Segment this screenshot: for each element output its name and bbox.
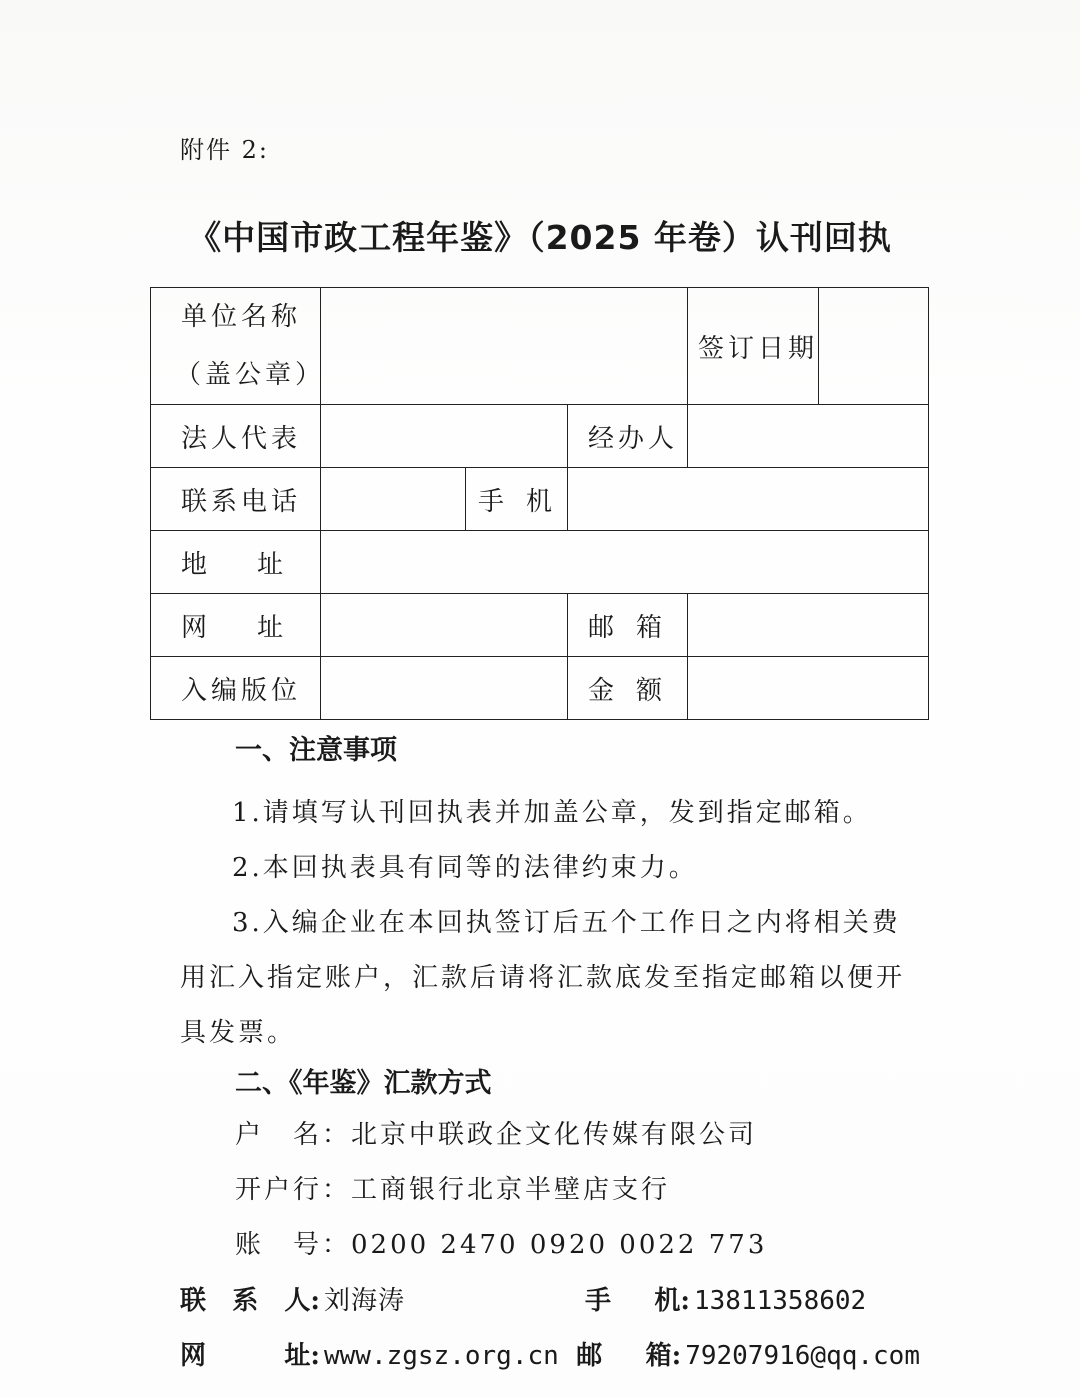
- contact-mobile-value: 13811358602: [694, 1286, 867, 1316]
- address-field[interactable]: [321, 531, 929, 594]
- sign-date-label: 签订日期: [688, 288, 819, 405]
- notes-section: [180, 732, 910, 1103]
- contact-mobile: [585, 1274, 866, 1329]
- website-label-a: 网: [181, 612, 212, 643]
- address-label-a: 地: [181, 549, 212, 580]
- form-row-website: [151, 594, 929, 657]
- contact-email-label-1: 邮: [576, 1341, 603, 1371]
- amount-label-b: 额: [635, 675, 666, 706]
- mobile-field[interactable]: [568, 468, 929, 531]
- attachment-label: 附件 2:: [180, 136, 269, 164]
- handler-label: 经办人: [568, 405, 688, 468]
- contact-email-label-2: 箱:: [645, 1341, 682, 1371]
- unit-seal-label: （盖公章）: [175, 360, 326, 390]
- position-label: 入编版位: [151, 657, 321, 720]
- contact-person-label-2: 系: [232, 1286, 259, 1316]
- unit-name-label: 单位名称: [181, 302, 302, 332]
- form-row-unit: [151, 288, 929, 405]
- contact-email: [576, 1329, 920, 1384]
- unit-name-label-cell: [151, 288, 326, 405]
- mobile-label-a: 手: [478, 486, 509, 517]
- contact-mobile-label-1: 手: [585, 1286, 612, 1316]
- contact-email-label: [576, 1329, 685, 1384]
- contact-person: [180, 1274, 585, 1329]
- notes-heading: 一、注意事项: [235, 735, 397, 766]
- contact-person-label-3: 人:: [284, 1286, 320, 1316]
- address-label-cell: [151, 531, 321, 594]
- subscription-form-table: [150, 287, 929, 720]
- handler-field[interactable]: [688, 405, 929, 468]
- email-label-cell: [568, 594, 688, 657]
- contact-person-value: 刘海涛: [324, 1286, 406, 1316]
- position-field[interactable]: [321, 657, 568, 720]
- phone-label: 联系电话: [151, 468, 321, 531]
- form-row-phone: [151, 468, 929, 531]
- bank-name: 开户行：工商银行北京半壁店支行: [235, 1175, 671, 1205]
- contact-website-label-1: 网: [180, 1341, 207, 1371]
- form-row-address: [151, 531, 929, 594]
- legal-rep-label: 法人代表: [151, 405, 321, 468]
- note-item-2: 2.本回执表具有同等的法律约束力。: [232, 853, 698, 883]
- account-name: 户 名：北京中联政企文化传媒有限公司: [235, 1120, 758, 1150]
- note-item-3: 3.入编企业在本回执签订后五个工作日之内将相关费用汇入指定账户，汇款后请将汇款底发至指定邮箱以便开具发票。: [180, 908, 906, 1048]
- website-field[interactable]: [321, 594, 568, 657]
- contact-website-label: [180, 1329, 324, 1384]
- payment-details: [235, 1108, 767, 1273]
- form-row-position: [151, 657, 929, 720]
- address-label-b: 址: [256, 549, 287, 580]
- contact-website-label-2: 址:: [284, 1341, 320, 1371]
- email-label-b: 箱: [635, 612, 666, 643]
- contact-mobile-label: [585, 1274, 694, 1329]
- website-label-b: 址: [256, 612, 287, 643]
- note-item-1: 1.请填写认刊回执表并加盖公章，发到指定邮箱。: [232, 798, 872, 828]
- form-row-rep: [151, 405, 929, 468]
- contact-person-label: [180, 1274, 324, 1329]
- phone-field[interactable]: [321, 468, 466, 531]
- contact-row-2: [180, 1329, 920, 1384]
- website-label-cell: [151, 594, 321, 657]
- email-field[interactable]: [688, 594, 929, 657]
- document-title: 《中国市政工程年鉴》（2025 年卷）认刊回执: [188, 218, 892, 257]
- contact-row-1: [180, 1274, 920, 1329]
- amount-field[interactable]: [688, 657, 929, 720]
- payment-heading: 二、《年鉴》汇款方式: [235, 1068, 492, 1099]
- amount-label-a: 金: [588, 675, 619, 706]
- contact-website-value[interactable]: www.zgsz.org.cn: [324, 1341, 559, 1371]
- amount-label-cell: [568, 657, 688, 720]
- email-label-a: 邮: [588, 612, 619, 643]
- legal-rep-field[interactable]: [321, 405, 568, 468]
- account-number: 账 号：0200 2470 0920 0022 773: [235, 1230, 768, 1260]
- contact-email-value[interactable]: 79207916@qq.com: [685, 1341, 920, 1371]
- contacts-section: [180, 1274, 920, 1384]
- mobile-label-cell: [466, 468, 568, 531]
- mobile-label-b: 机: [525, 486, 556, 517]
- contact-person-label-1: 联: [180, 1286, 207, 1316]
- contact-mobile-label-2: 机:: [654, 1286, 690, 1316]
- unit-name-field[interactable]: [321, 288, 688, 405]
- sign-date-field[interactable]: [819, 288, 929, 405]
- contact-website: [180, 1329, 576, 1384]
